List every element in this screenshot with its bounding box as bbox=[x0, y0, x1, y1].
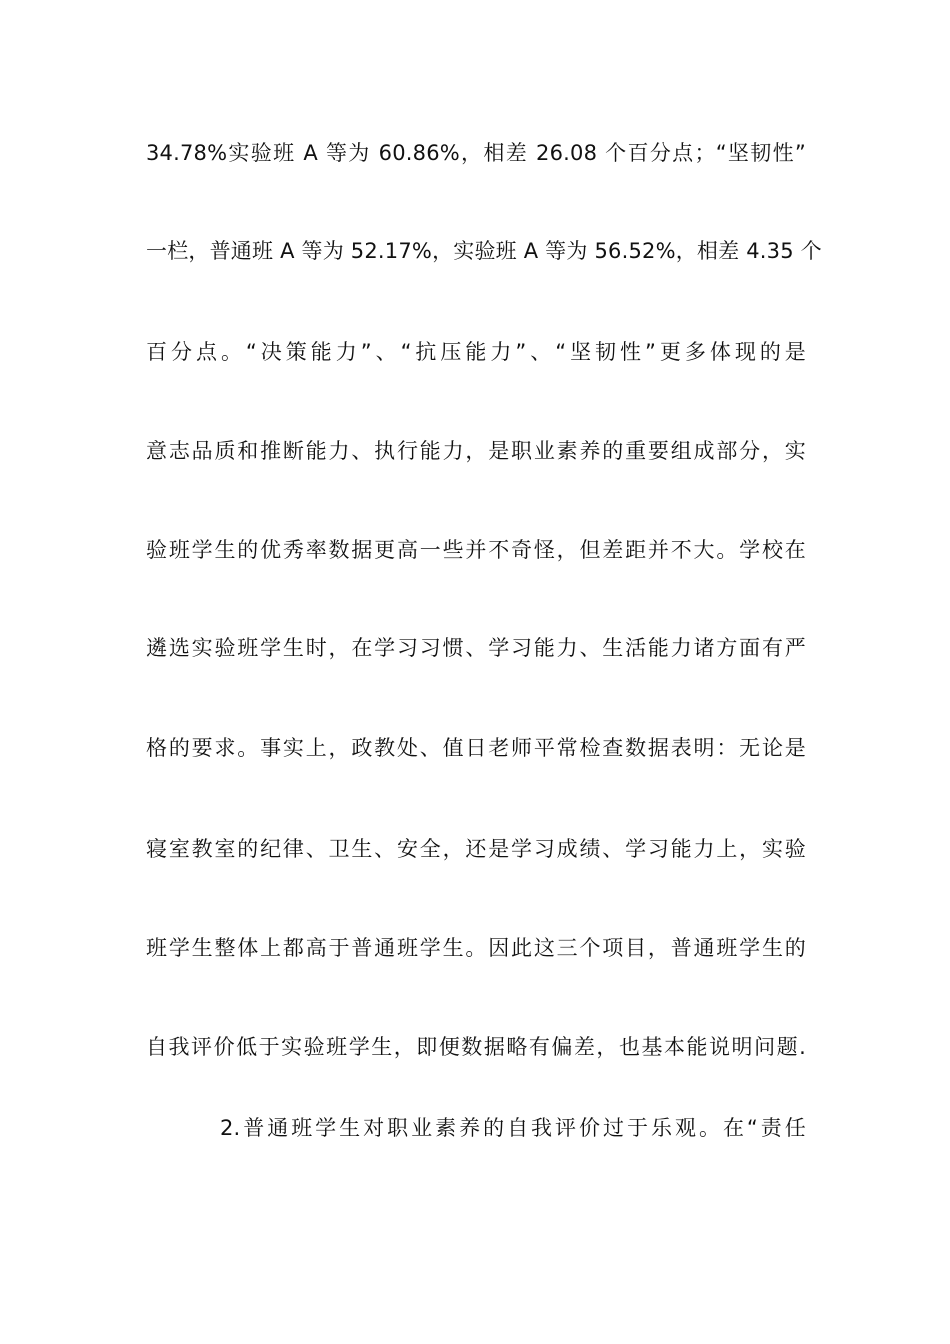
paragraph-line: 班学生整体上都高于普通班学生。因此这三个项目，普通班学生的 bbox=[146, 936, 806, 960]
paragraph-line: 寝室教室的纪律、卫生、安全，还是学习成绩、学习能力上，实验 bbox=[146, 837, 806, 861]
paragraph-line: 自我评价低于实验班学生，即便数据略有偏差，也基本能说明问题. bbox=[146, 1035, 806, 1059]
paragraph-line: 意志品质和推断能力、执行能力，是职业素养的重要组成部分，实 bbox=[146, 439, 806, 463]
paragraph-line: 格的要求。事实上，政教处、值日老师平常检查数据表明：无论是 bbox=[146, 736, 806, 760]
paragraph-line: 验班学生的优秀率数据更高一些并不奇怪，但差距并不大。学校在 bbox=[146, 538, 806, 562]
paragraph-line: 一栏，普通班 A 等为 52.17%，实验班 A 等为 56.52%，相差 4.35 个 bbox=[146, 239, 822, 263]
paragraph-line: 遴选实验班学生时，在学习习惯、学习能力、生活能力诸方面有严 bbox=[146, 636, 806, 660]
paragraph-line: 34.78%实验班 A 等为 60.86%，相差 26.08 个百分点；“坚韧性” bbox=[146, 141, 806, 165]
section-heading-line: 2.普通班学生对职业素养的自我评价过于乐观。在“责任 bbox=[220, 1116, 806, 1140]
paragraph-line: 百分点。“决策能力”、“抗压能力”、“坚韧性”更多体现的是 bbox=[146, 340, 806, 364]
